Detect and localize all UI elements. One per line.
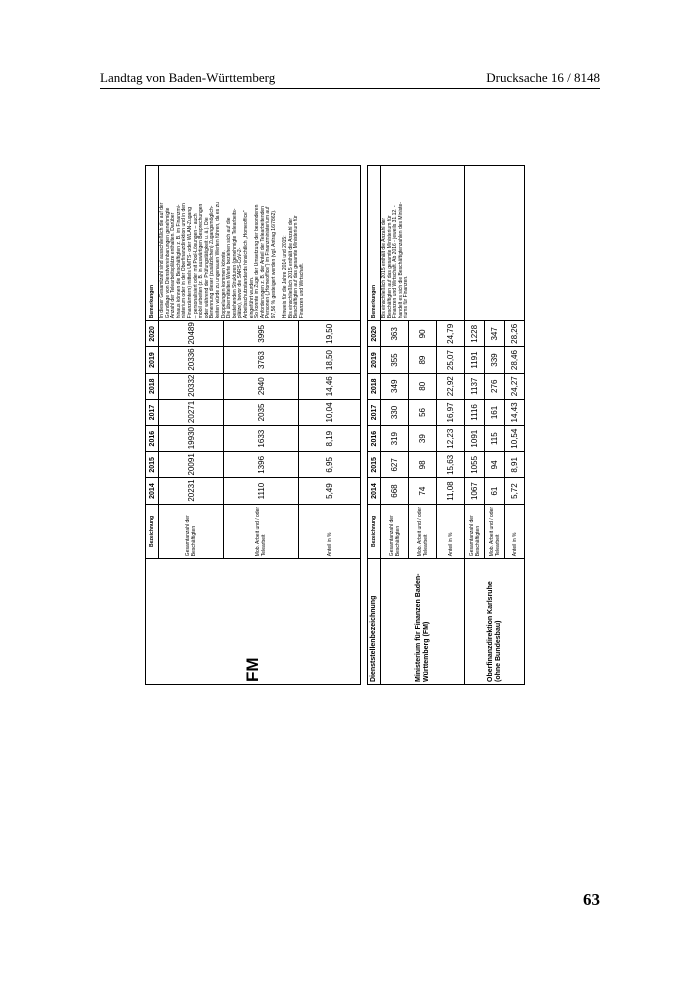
running-header-right: Drucksache 16 / 8148 bbox=[486, 70, 600, 85]
year-head: 2014 bbox=[368, 478, 381, 504]
cell-value: 20489 bbox=[159, 321, 224, 347]
cell-value: 28,26 bbox=[505, 321, 525, 347]
cell-value: 1228 bbox=[465, 321, 485, 347]
row-label: Gesamtanzahl der Beschäftigten bbox=[159, 504, 224, 559]
row-label: Anteil in % bbox=[437, 504, 465, 559]
remark-line: – personalisiert oder mit Pool-Lösungen – auch bbox=[192, 213, 199, 319]
fm-summary-table bbox=[145, 165, 525, 685]
col-head-bemerkungen: Bemerkungen bbox=[146, 166, 159, 321]
cell-value: 89 bbox=[409, 347, 437, 373]
cell-value: 19930 bbox=[159, 426, 224, 452]
remark-line: Finanzämtern) mittels UMTS- oder WLAN-Zugang bbox=[186, 207, 193, 319]
remark-line: Anzahl der Telearbeitsplätze enthalten. Darüber bbox=[170, 212, 177, 319]
remark-line: oder während der Prüfungstätigkeit u. ä.). Die bbox=[203, 217, 210, 319]
cell-value: 39 bbox=[409, 426, 437, 452]
header-rule bbox=[100, 88, 600, 89]
cell-value: 1396 bbox=[224, 452, 299, 478]
year-head: 2018 bbox=[146, 373, 159, 399]
year-head: 2016 bbox=[368, 426, 381, 452]
year-head: 2016 bbox=[146, 426, 159, 452]
remark-line: In dieser Gesamtzahl sind ausschließlich die auf der bbox=[159, 202, 165, 319]
cell-value: 10,54 bbox=[505, 426, 525, 452]
cell-value: 627 bbox=[381, 452, 409, 478]
cell-value: 24,27 bbox=[505, 373, 525, 399]
cell-value: 115 bbox=[485, 426, 505, 452]
cell-value: 3995 bbox=[224, 321, 299, 347]
remark-line: Beschäftigten auf das gesamte Ministerium für bbox=[386, 215, 393, 319]
cell-value: 20231 bbox=[159, 478, 224, 504]
remarks-cell bbox=[159, 166, 361, 321]
year-head: 2020 bbox=[368, 321, 381, 347]
cell-value: 22,92 bbox=[437, 373, 465, 399]
remark-line: Grundlage von Dienstvereinbarungen genehmigte bbox=[164, 207, 171, 319]
year-head: 2015 bbox=[368, 452, 381, 478]
running-header-left: Landtag von Baden-Württemberg bbox=[100, 70, 276, 85]
cell-value: 2940 bbox=[224, 373, 299, 399]
cell-value: 668 bbox=[381, 478, 409, 504]
remark-line: Doppelungen kommen könnte. bbox=[220, 250, 227, 319]
cell-value: 330 bbox=[381, 399, 409, 425]
year-head: 2020 bbox=[146, 321, 159, 347]
row-label: Anteil in % bbox=[299, 504, 361, 559]
cell-value: 80 bbox=[409, 373, 437, 399]
row-label: Mob. Arbeit und / oder Telearbeit bbox=[485, 504, 505, 559]
cell-value: 1067 bbox=[465, 478, 485, 504]
cell-value: 8,91 bbox=[505, 452, 525, 478]
cell-value: 349 bbox=[381, 373, 409, 399]
year-head: 2015 bbox=[146, 452, 159, 478]
remark-line: plätze), bevor die SARS-CoV-2- bbox=[237, 247, 244, 319]
cell-value: 5,49 bbox=[299, 478, 361, 504]
rotated-table-block bbox=[145, 165, 519, 685]
year-head: 2018 bbox=[368, 373, 381, 399]
remark-line: handelt es sich die Beschäftigtenzahlen des Ministe- bbox=[397, 202, 404, 319]
cell-value: 61 bbox=[485, 478, 505, 504]
remark-line: Bis einschließlich 2015 enthält die Anzahl der bbox=[287, 217, 294, 319]
remark-line: Benennung dieser (zusätzlichen) Zugangsmöglich- bbox=[209, 205, 216, 319]
cell-value: 6,95 bbox=[299, 452, 361, 478]
cell-value: 28,46 bbox=[505, 347, 525, 373]
cell-value: 1191 bbox=[465, 347, 485, 373]
cell-value: 8,19 bbox=[299, 426, 361, 452]
entity-name: Ministerium für Finanzen Baden-Württemberg (FM) bbox=[381, 559, 465, 685]
cell-value: 355 bbox=[381, 347, 409, 373]
remark-line: nisterium oder in der Oberfinanzdirektion und in den bbox=[181, 203, 188, 319]
year-head: 2017 bbox=[368, 399, 381, 425]
cell-value: 1110 bbox=[224, 478, 299, 504]
cell-value: 1091 bbox=[465, 426, 485, 452]
cell-value: 11,08 bbox=[437, 478, 465, 504]
remark-line: Finanzen und Wirtschaft. Ab 2016 - jeweils 31.12. - bbox=[392, 205, 399, 319]
remark-line: bestehenden Strukturen (genehmigte Telearbeits- bbox=[231, 208, 238, 319]
cell-value: 20271 bbox=[159, 399, 224, 425]
cell-value: 1116 bbox=[465, 399, 485, 425]
page-number: 63 bbox=[583, 890, 600, 909]
cell-value: 16,97 bbox=[437, 399, 465, 425]
remark-line: Hinweis für die Jahre 2014 und 2015: bbox=[282, 235, 289, 319]
remarks-cell bbox=[381, 166, 465, 321]
cell-value: 24,79 bbox=[437, 321, 465, 347]
year-head: 2019 bbox=[368, 347, 381, 373]
cell-value: 20336 bbox=[159, 347, 224, 373]
cell-value: 98 bbox=[409, 452, 437, 478]
cell-value: 1055 bbox=[465, 452, 485, 478]
remark-line: So konnte im Zuge der Umsetzung der besonderen bbox=[254, 204, 261, 319]
cell-value: 363 bbox=[381, 321, 409, 347]
cell-value: 94 bbox=[485, 452, 505, 478]
remark-line: Personen („Homeoffice“) im Finanzministerium auf bbox=[265, 206, 272, 319]
row-label: Mob. Arbeit und / oder Telearbeit bbox=[224, 504, 299, 559]
ministry-code: FM bbox=[146, 559, 361, 685]
cell-value: 14,43 bbox=[505, 399, 525, 425]
cell-value: 1633 bbox=[224, 426, 299, 452]
cell-value: 20332 bbox=[159, 373, 224, 399]
remark-line: 97,56 % gesteigert werden (vgl. Antrag 16/7862). bbox=[270, 209, 277, 319]
remark-line: Arbeitsschutzstandards hinsichtlich „Homeoffice“ bbox=[242, 210, 249, 319]
col-head-bemerkungen: Bemerkungen bbox=[368, 166, 381, 321]
row-label: Mob. Arbeit und / oder Telearbeit bbox=[409, 504, 437, 559]
row-label: Anteil in % bbox=[505, 504, 525, 559]
cell-value: 20091 bbox=[159, 452, 224, 478]
row-label: Gesamtanzahl der Beschäftigten bbox=[465, 504, 485, 559]
cell-value: 319 bbox=[381, 426, 409, 452]
cell-value: 3763 bbox=[224, 347, 299, 373]
cell-value: 1137 bbox=[465, 373, 485, 399]
year-head: 2019 bbox=[146, 347, 159, 373]
remark-line: mobil arbeiten (z. B. in auswärtigen Besprechungen bbox=[198, 203, 205, 319]
cell-value: 5,72 bbox=[505, 478, 525, 504]
cell-value: 56 bbox=[409, 399, 437, 425]
remark-line: Bis einschließlich 2015 enthält die Anzahl der bbox=[381, 217, 387, 319]
cell-value: 10,04 bbox=[299, 399, 361, 425]
cell-value: 15,63 bbox=[437, 452, 465, 478]
col-head-bezeichnung: Bezeichnung bbox=[368, 504, 381, 559]
entity-name: Oberfinanzdirektion Karlsruhe (ohne Bundesbau) bbox=[465, 559, 525, 685]
col-head-dienststelle: Dienststellenbezeichnung bbox=[368, 559, 381, 685]
row-label: Gesamtanzahl der Beschäftigten bbox=[381, 504, 409, 559]
remark-line: eingeführt wurden. bbox=[248, 276, 255, 319]
remarks-cell-empty bbox=[465, 166, 525, 321]
cell-value: 2035 bbox=[224, 399, 299, 425]
cell-value: 90 bbox=[409, 321, 437, 347]
cell-value: 14,46 bbox=[299, 373, 361, 399]
cell-value: 276 bbox=[485, 373, 505, 399]
cell-value: 25,07 bbox=[437, 347, 465, 373]
remark-line: riums für Finanzen. bbox=[403, 275, 410, 319]
cell-value: 339 bbox=[485, 347, 505, 373]
remark-line: keiten würde zu ungenauen Werten führen, da es zu bbox=[214, 202, 221, 319]
cell-value: 74 bbox=[409, 478, 437, 504]
remark-line: Die übermittelten Werte beziehen sich auf die bbox=[226, 217, 233, 319]
col-head-bezeichnung: Bezeichnung bbox=[146, 504, 159, 559]
cell-value: 12,23 bbox=[437, 426, 465, 452]
cell-value: 347 bbox=[485, 321, 505, 347]
year-head: 2017 bbox=[146, 399, 159, 425]
remark-line: Beschäftigten auf das gesamte Ministerium für bbox=[293, 215, 300, 319]
cell-value: 161 bbox=[485, 399, 505, 425]
cell-value: 18,50 bbox=[299, 347, 361, 373]
cell-value: 19,50 bbox=[299, 321, 361, 347]
remark-line: hinaus können die Beschäftigten z. B. im Finanzmi- bbox=[175, 204, 182, 319]
remark-line: Finanzen und Wirtschaft. bbox=[298, 262, 305, 319]
year-head: 2014 bbox=[146, 478, 159, 504]
remark-line: Anforderungen z. B. der Anteil der Telearbeitenden bbox=[259, 206, 266, 319]
